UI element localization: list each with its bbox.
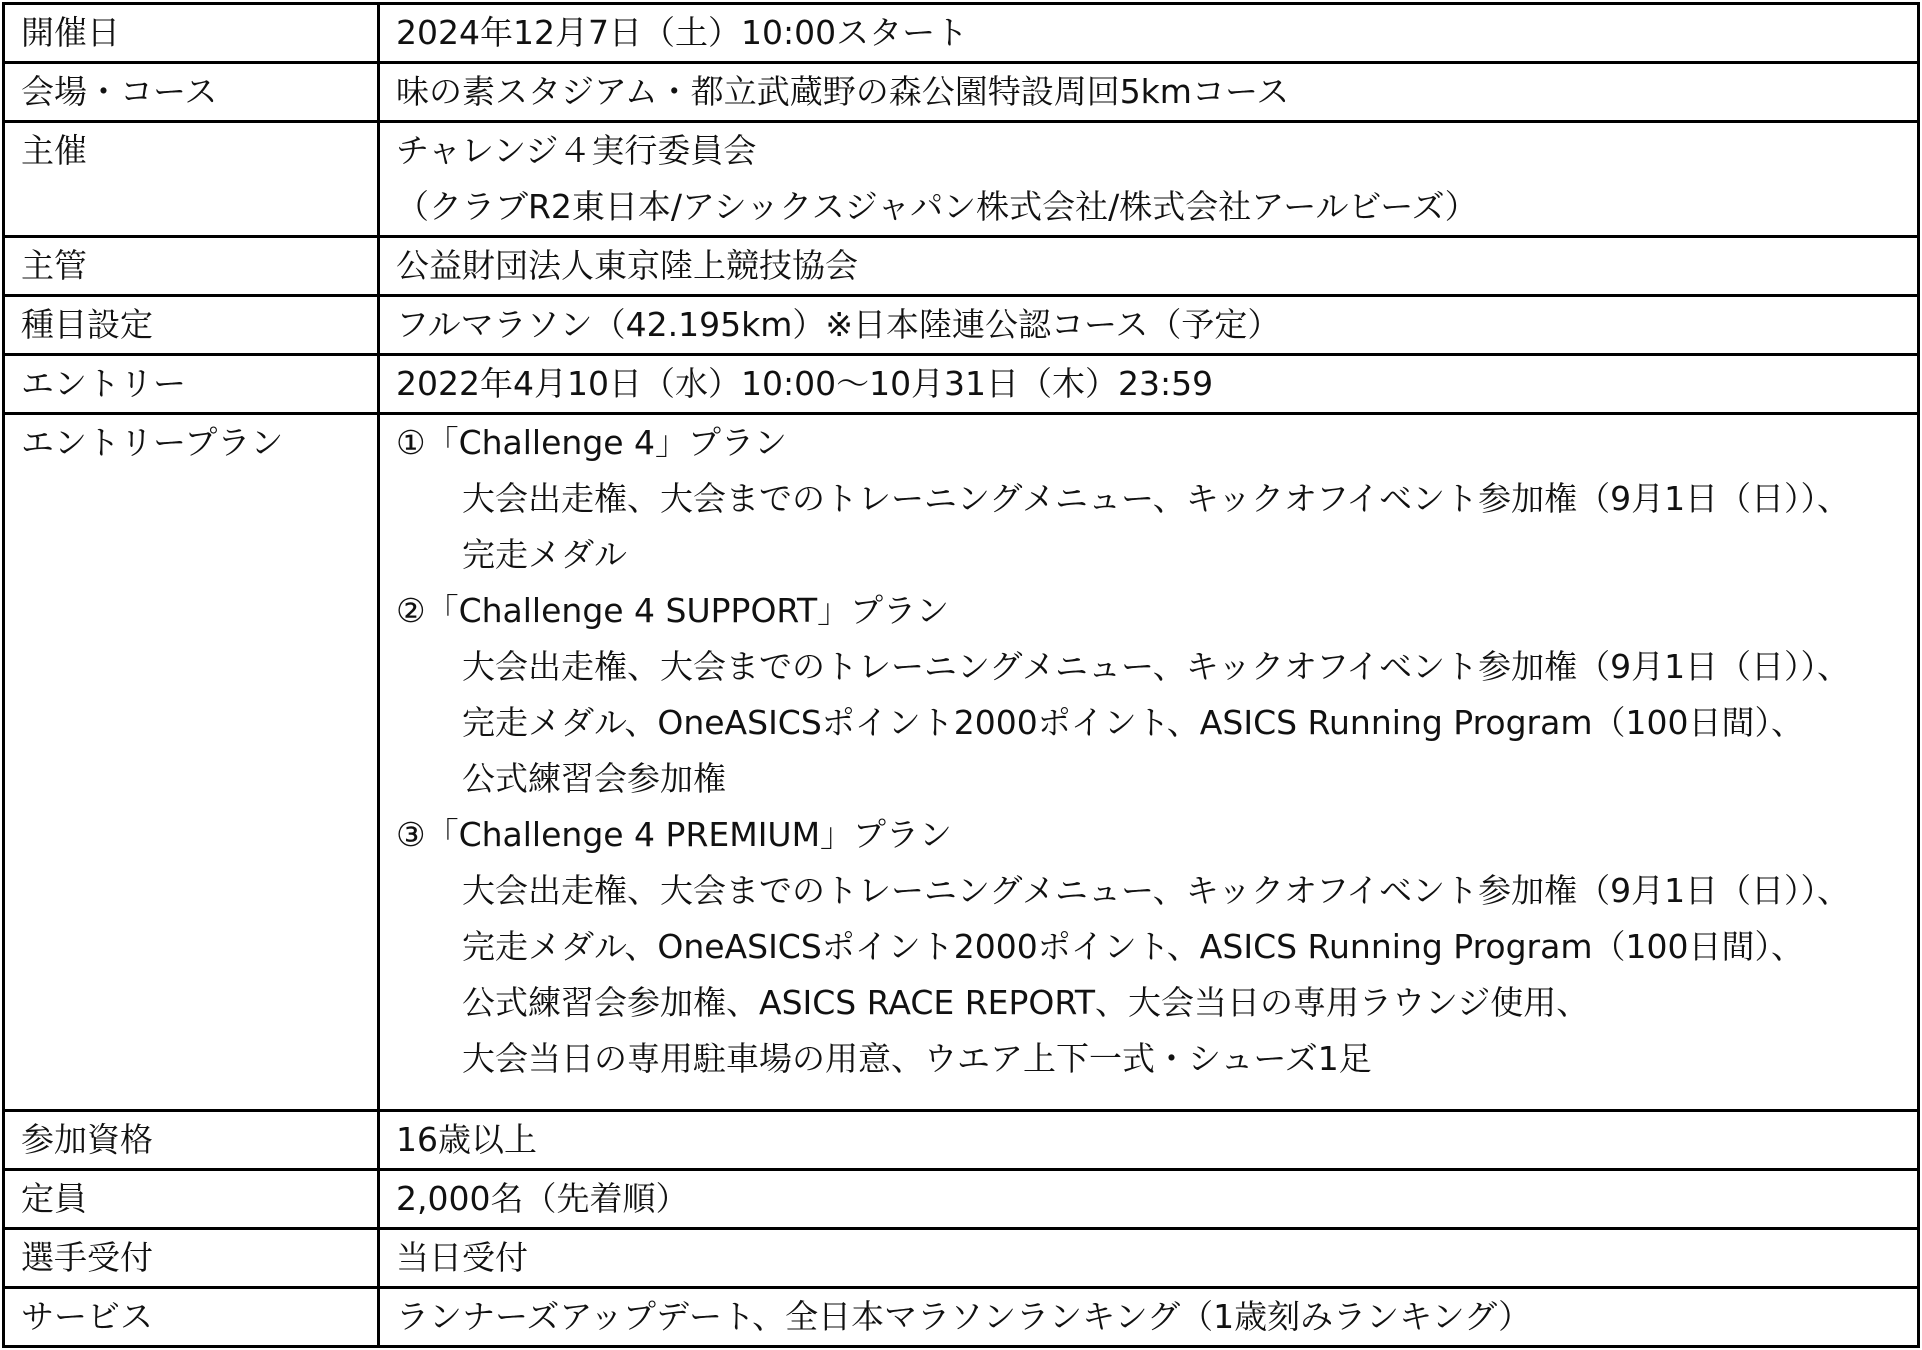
table-row-entry bbox=[4, 355, 1919, 414]
row-label: 会場・コース bbox=[4, 63, 379, 122]
plan-detail: 大会出走権、大会までのトレーニングメニュー、キックオフイベント参加権（9月1日（日））、 bbox=[462, 871, 1851, 910]
row-label: エントリープラン bbox=[4, 414, 379, 1111]
plan-detail: 完走メダル、OneASICSポイント2000ポイント、ASICS Running Program（100日間）、 bbox=[462, 927, 1804, 966]
plan-detail: 大会出走権、大会までのトレーニングメニュー、キックオフイベント参加権（9月1日（日））、 bbox=[462, 479, 1851, 518]
row-value-line: （クラブR2東日本/アシックスジャパン株式会社/株式会社アールビーズ） bbox=[396, 187, 1478, 226]
entry-plan-list bbox=[379, 414, 1919, 1111]
row-label: 選手受付 bbox=[4, 1229, 379, 1288]
table-row-date bbox=[4, 4, 1919, 63]
row-label: 参加資格 bbox=[4, 1111, 379, 1170]
table-row-eligibility bbox=[4, 1111, 1919, 1170]
row-value: 2,000名（先着順） bbox=[379, 1170, 1919, 1229]
plan-detail: 公式練習会参加権、ASICS RACE REPORT、大会当日の専用ラウンジ使用、 bbox=[462, 983, 1590, 1022]
row-value: ランナーズアップデート、全日本マラソンランキング（1歳刻みランキング） bbox=[379, 1288, 1919, 1347]
plan-detail: 大会出走権、大会までのトレーニングメニュー、キックオフイベント参加権（9月1日（日））、 bbox=[462, 647, 1851, 686]
table-row-service bbox=[4, 1288, 1919, 1347]
row-label: 主管 bbox=[4, 237, 379, 296]
table-row-reception bbox=[4, 1229, 1919, 1288]
plan-title: ③「Challenge 4 PREMIUM」プラン bbox=[396, 815, 953, 854]
row-label: 開催日 bbox=[4, 4, 379, 63]
table-row-capacity bbox=[4, 1170, 1919, 1229]
table-row-organizer bbox=[4, 122, 1919, 237]
row-label: 主催 bbox=[4, 122, 379, 237]
plan-detail: 大会当日の専用駐車場の用意、ウエア上下一式・シューズ1足 bbox=[462, 1039, 1372, 1078]
row-value: 16歳以上 bbox=[379, 1111, 1919, 1170]
event-info-table bbox=[2, 2, 1920, 1348]
plan-detail: 公式練習会参加権 bbox=[462, 759, 726, 798]
row-value: 公益財団法人東京陸上競技協会 bbox=[379, 237, 1919, 296]
row-value: 当日受付 bbox=[379, 1229, 1919, 1288]
row-label: エントリー bbox=[4, 355, 379, 414]
table-row-management bbox=[4, 237, 1919, 296]
plan-detail: 完走メダル bbox=[462, 535, 627, 574]
table-row-entry-plan bbox=[4, 414, 1919, 1111]
row-value: 2024年12月7日（土）10:00スタート bbox=[379, 4, 1919, 63]
table-row-event-type bbox=[4, 296, 1919, 355]
row-label: 種目設定 bbox=[4, 296, 379, 355]
row-value: 味の素スタジアム・都立武蔵野の森公園特設周回5kmコース bbox=[379, 63, 1919, 122]
plan-detail: 完走メダル、OneASICSポイント2000ポイント、ASICS Running Program（100日間）、 bbox=[462, 703, 1804, 742]
row-label: サービス bbox=[4, 1288, 379, 1347]
plan-title: ②「Challenge 4 SUPPORT」プラン bbox=[396, 591, 950, 630]
table-row-venue bbox=[4, 63, 1919, 122]
cell-bottom-padding bbox=[396, 1087, 1901, 1109]
row-value-line: チャレンジ４実行委員会 bbox=[396, 131, 757, 170]
row-value: フルマラソン（42.195km）※日本陸連公認コース（予定） bbox=[379, 296, 1919, 355]
row-value-multiline bbox=[379, 122, 1919, 237]
row-value: 2022年4月10日（水）10:00～10月31日（木）23:59 bbox=[379, 355, 1919, 414]
row-label: 定員 bbox=[4, 1170, 379, 1229]
plan-title: ①「Challenge 4」プラン bbox=[396, 423, 788, 462]
